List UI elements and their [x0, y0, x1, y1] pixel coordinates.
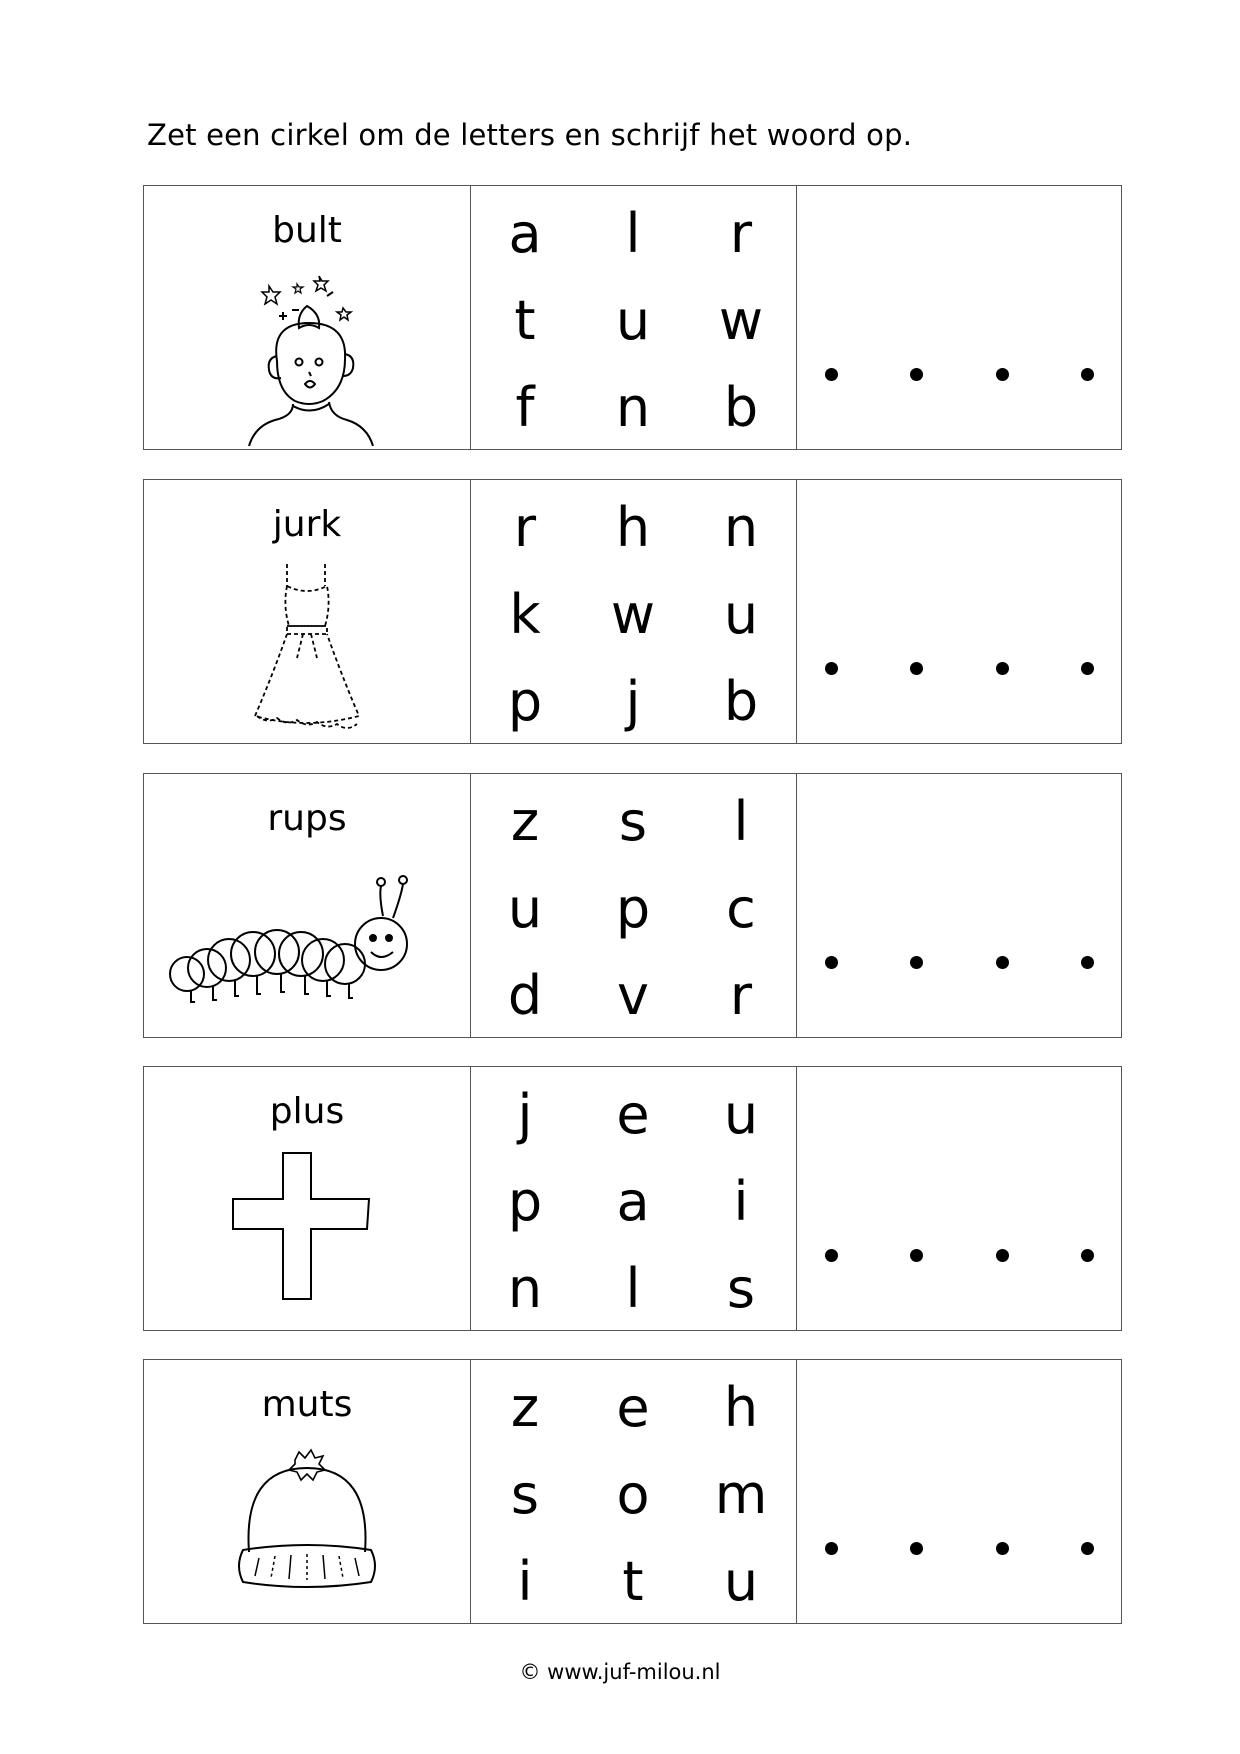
letter[interactable]: k: [509, 583, 541, 646]
target-word: plus: [269, 1091, 345, 1132]
letter[interactable]: u: [615, 289, 651, 352]
picture-cell: [144, 186, 470, 449]
letter[interactable]: z: [510, 1376, 540, 1439]
letter[interactable]: n: [723, 496, 759, 559]
letter[interactable]: n: [615, 376, 651, 439]
exercise-row-bult: [143, 185, 1122, 450]
answer-dots: [797, 774, 1121, 1037]
letter[interactable]: r: [729, 964, 753, 1027]
answer-cell[interactable]: [796, 774, 1121, 1037]
answer-dot: [1081, 662, 1094, 675]
letter[interactable]: h: [723, 1376, 759, 1439]
letter-grid-cell: [470, 1067, 796, 1330]
picture-cell: [144, 1067, 470, 1330]
answer-dot: [996, 662, 1009, 675]
picture-cell: [144, 480, 470, 743]
picture-cell: [144, 774, 470, 1037]
target-word: jurk: [272, 504, 342, 545]
bumped-head-icon: [144, 266, 470, 446]
answer-dot: [825, 368, 838, 381]
target-word: bult: [272, 210, 342, 251]
answer-dots: [797, 186, 1121, 449]
letter[interactable]: b: [723, 670, 759, 733]
instruction-text: Zet een cirkel om de letters en schrijf het woord op.: [147, 118, 913, 152]
answer-dot: [825, 662, 838, 675]
letter[interactable]: l: [625, 202, 641, 265]
exercise-row-rups: [143, 773, 1122, 1038]
answer-dot: [825, 1249, 838, 1262]
letter[interactable]: w: [610, 583, 656, 646]
answer-dot: [825, 1542, 838, 1555]
letter[interactable]: l: [733, 790, 749, 853]
answer-cell[interactable]: [796, 1067, 1121, 1330]
letter[interactable]: h: [615, 496, 651, 559]
answer-dot: [996, 1249, 1009, 1262]
letter[interactable]: n: [507, 1257, 543, 1320]
letter[interactable]: b: [723, 376, 759, 439]
letter-grid: [471, 186, 796, 449]
letter[interactable]: m: [714, 1463, 768, 1526]
answer-dot: [910, 1542, 923, 1555]
answer-cell[interactable]: [796, 480, 1121, 743]
letter[interactable]: s: [510, 1463, 540, 1526]
letter[interactable]: j: [625, 670, 641, 733]
letter[interactable]: p: [507, 1170, 543, 1233]
letter[interactable]: t: [622, 1550, 644, 1613]
letter[interactable]: o: [616, 1463, 650, 1526]
letter[interactable]: c: [726, 877, 756, 940]
letter[interactable]: r: [513, 496, 537, 559]
exercise-row-plus: [143, 1066, 1122, 1331]
answer-dot: [910, 956, 923, 969]
answer-dot: [825, 956, 838, 969]
letter-grid: [471, 1360, 796, 1623]
letter-grid: [471, 480, 796, 743]
letter[interactable]: a: [616, 1170, 650, 1233]
letter[interactable]: s: [618, 790, 648, 853]
letter[interactable]: a: [508, 202, 542, 265]
answer-dots: [797, 1360, 1121, 1623]
letter-grid: [471, 774, 796, 1037]
exercise-row-jurk: [143, 479, 1122, 744]
letter[interactable]: e: [616, 1083, 650, 1146]
letter[interactable]: p: [615, 877, 651, 940]
letter[interactable]: v: [617, 964, 649, 1027]
target-word: muts: [261, 1384, 353, 1425]
letter[interactable]: l: [625, 1257, 641, 1320]
letter[interactable]: z: [510, 790, 540, 853]
letter[interactable]: i: [517, 1550, 533, 1613]
letter-grid: [471, 1067, 796, 1330]
answer-dot: [996, 1542, 1009, 1555]
letter-grid-cell: [470, 480, 796, 743]
answer-dot: [1081, 1542, 1094, 1555]
answer-cell[interactable]: [796, 186, 1121, 449]
letter[interactable]: t: [514, 289, 536, 352]
beanie-hat-icon: [144, 1440, 470, 1620]
letter[interactable]: u: [723, 1083, 759, 1146]
caterpillar-icon: [144, 854, 470, 1034]
answer-dot: [1081, 956, 1094, 969]
letter[interactable]: p: [507, 670, 543, 733]
letter[interactable]: d: [507, 964, 543, 1027]
letter[interactable]: i: [733, 1170, 749, 1233]
letter-grid-cell: [470, 186, 796, 449]
letter[interactable]: r: [729, 202, 753, 265]
exercise-row-muts: [143, 1359, 1122, 1624]
letter[interactable]: u: [723, 583, 759, 646]
letter[interactable]: j: [517, 1083, 533, 1146]
letter-grid-cell: [470, 1360, 796, 1623]
plus-sign-icon: [144, 1147, 470, 1327]
footer-copyright[interactable]: © www.juf-milou.nl: [519, 1660, 721, 1684]
letter[interactable]: e: [616, 1376, 650, 1439]
letter[interactable]: f: [515, 376, 535, 439]
letter-grid-cell: [470, 774, 796, 1037]
answer-dot: [1081, 368, 1094, 381]
dress-icon: [144, 560, 470, 740]
answer-dots: [797, 480, 1121, 743]
letter[interactable]: s: [726, 1257, 756, 1320]
letter[interactable]: u: [507, 877, 543, 940]
letter[interactable]: u: [723, 1550, 759, 1613]
answer-dot: [996, 956, 1009, 969]
answer-dot: [910, 368, 923, 381]
answer-cell[interactable]: [796, 1360, 1121, 1623]
letter[interactable]: w: [718, 289, 764, 352]
answer-dot: [910, 662, 923, 675]
answer-dot: [1081, 1249, 1094, 1262]
picture-cell: [144, 1360, 470, 1623]
answer-dots: [797, 1067, 1121, 1330]
answer-dot: [996, 368, 1009, 381]
target-word: rups: [267, 798, 347, 839]
answer-dot: [910, 1249, 923, 1262]
